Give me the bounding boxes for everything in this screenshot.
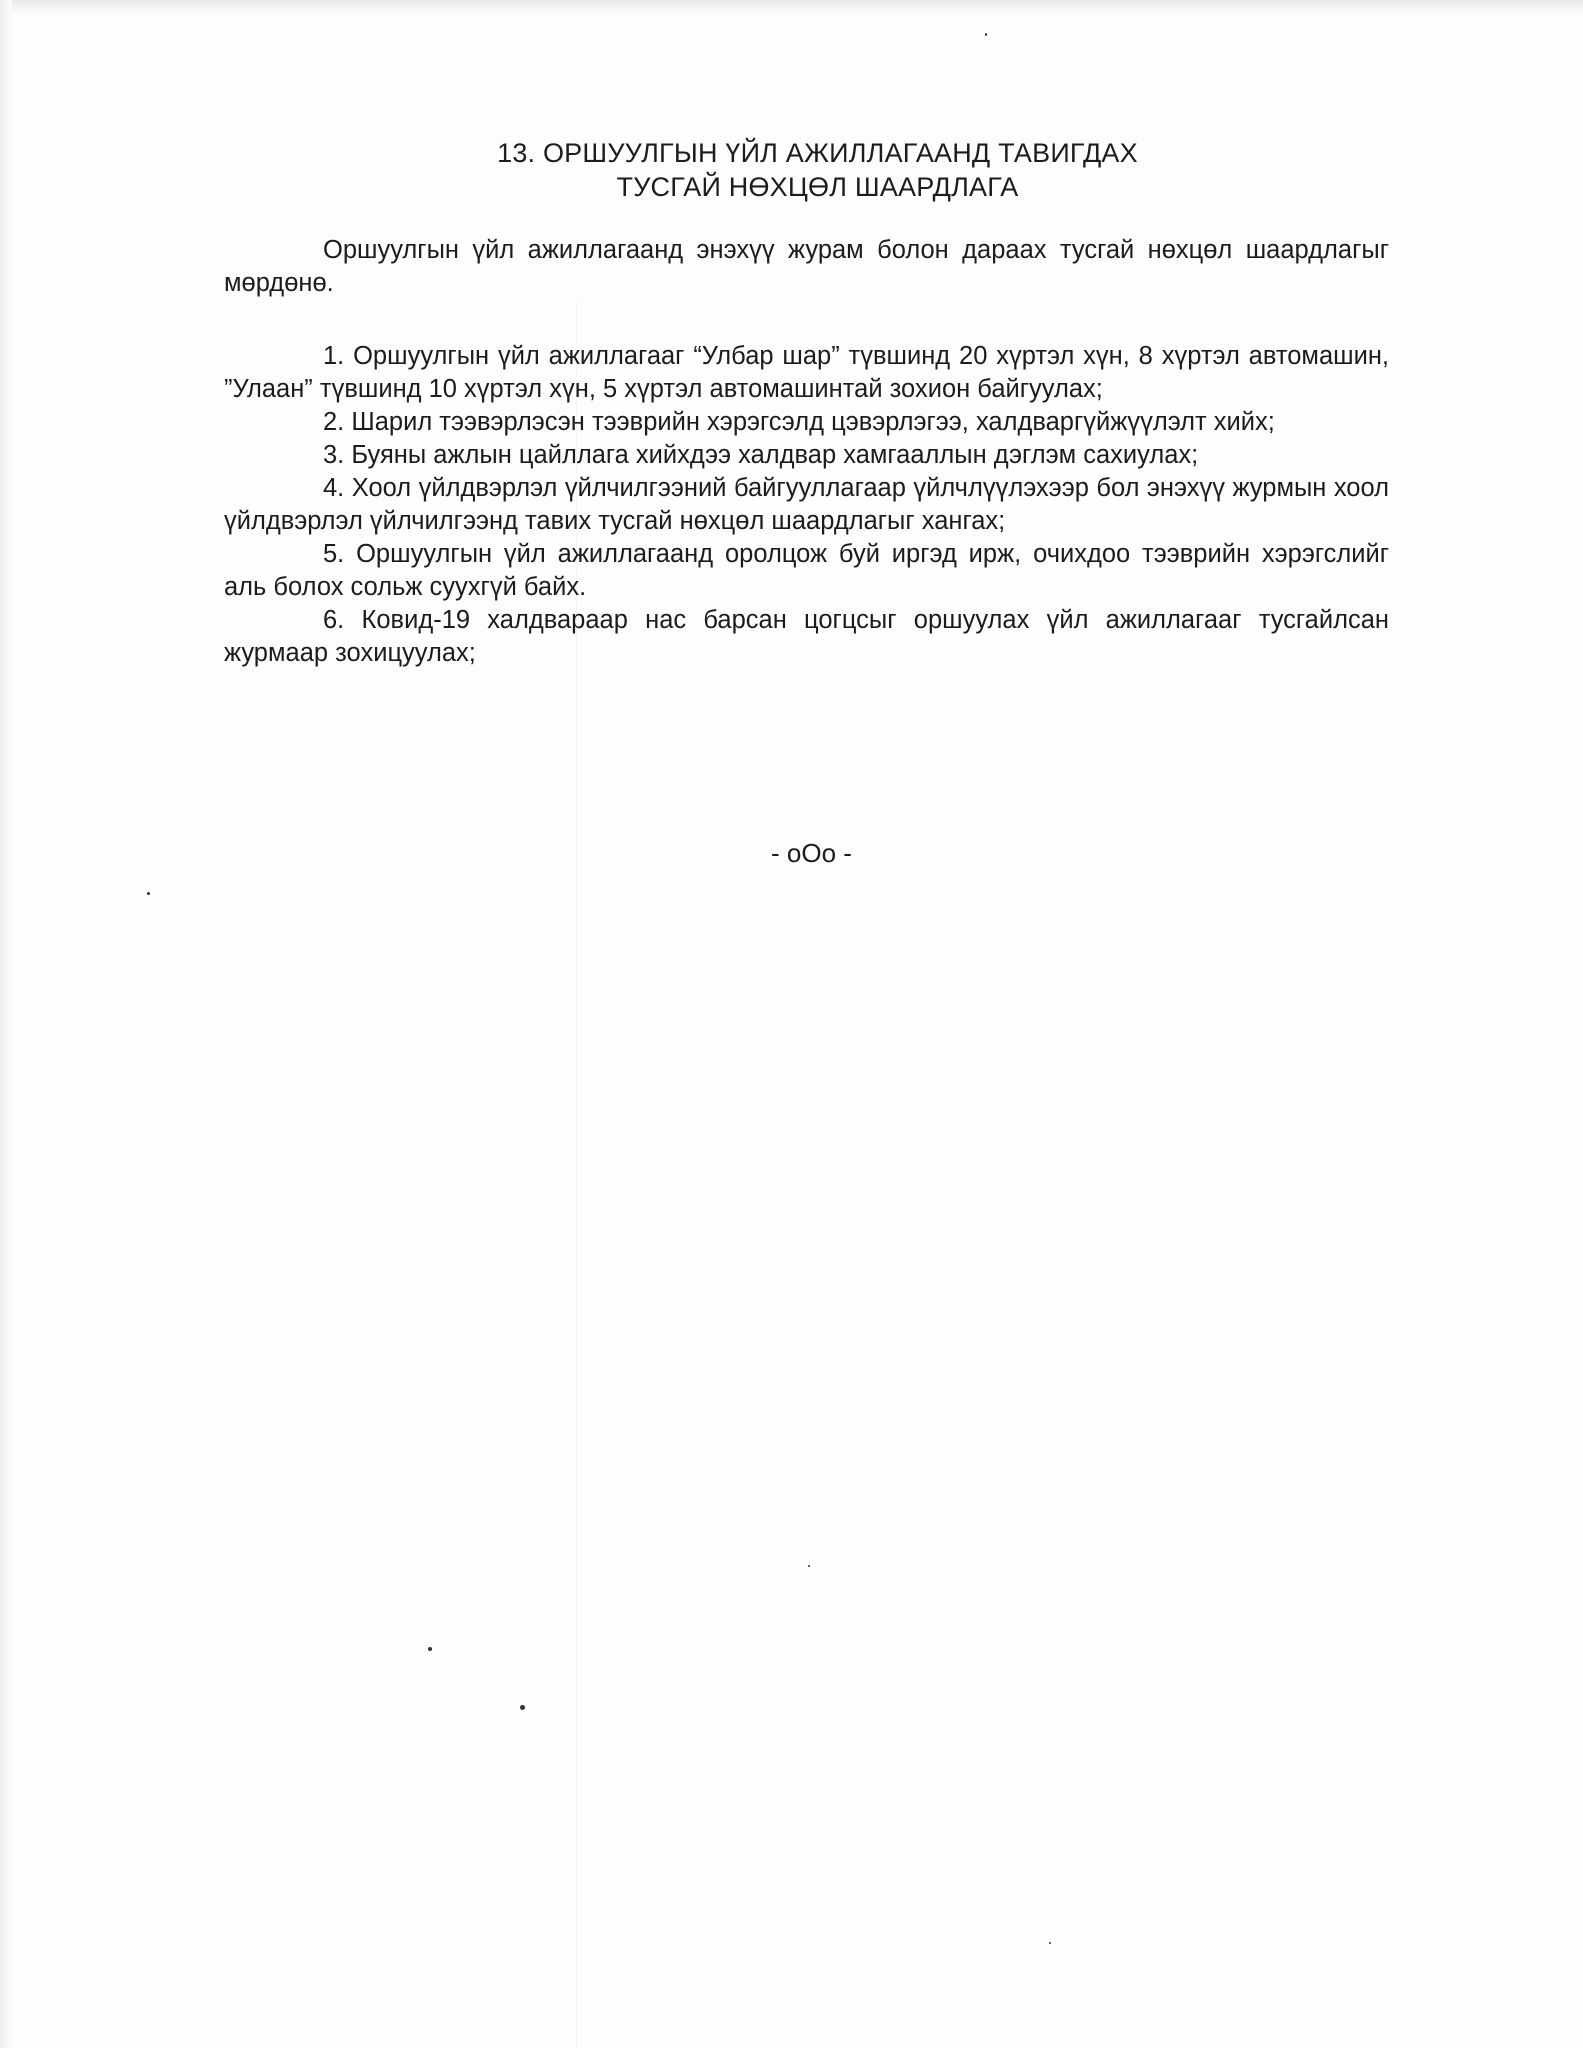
list-item: 4. Хоол үйлдвэрлэл үйлчилгээний байгууллагаар үйлчлүүлэхээр бол энэхүү журмын хоол үйлдвэрлэл үйлчилгээнд тавих тусгай нөхцөл шаардлагыг хангах; — [224, 474, 1389, 535]
requirements-list — [224, 340, 1389, 670]
closing-mark: - oOo - — [771, 838, 852, 868]
scan-shadow-left — [0, 0, 12, 2048]
intro-paragraph: Оршуулгын үйл ажиллагаанд энэхүү журам болон дараах тусгай нөхцөл шаардлагыг мөрдөнө. — [224, 236, 1389, 297]
list-item: 1. Оршуулгын үйл ажиллагааг “Улбар шар” түвшинд 20 хүртэл хүн, 8 хүртэл автомашин, ”Улаан” түвшинд 10 хүртэл хүн, 5 хүртэл автомашинтай зохион байгуулах; — [224, 342, 1389, 403]
list-item: 5. Оршуулгын үйл ажиллагаанд оролцож буй иргэд ирж, очихдоо тээврийн хэрэгслийг аль болох сольж суухгүй байх. — [224, 540, 1389, 601]
scan-speck — [520, 1705, 525, 1710]
section-title-line-2: ТУСГАЙ НӨХЦӨЛ ШААРДЛАГА — [616, 172, 1019, 202]
scan-speck — [985, 33, 987, 36]
list-item: 6. Ковид-19 халдвараар нас барсан цогцсыг оршуулах үйл ажиллагааг тусгайлсан журмаар зохицуулах; — [224, 606, 1389, 667]
section-title — [224, 136, 1389, 204]
document-body — [224, 136, 1389, 670]
scan-speck — [428, 1647, 432, 1651]
scan-speck — [808, 1565, 810, 1567]
section-title-line-1: 13. ОРШУУЛГЫН ҮЙЛ АЖИЛЛАГААНД ТАВИГДАХ — [497, 138, 1138, 168]
list-item: 2. Шарил тээвэрлэсэн тээврийн хэрэгсэлд цэвэрлэгээ, халдваргүйжүүлэлт хийх; — [323, 408, 1275, 436]
scan-speck — [1049, 1942, 1051, 1944]
list-item: 3. Буяны ажлын цайллага хийхдээ халдвар хамгааллын дэглэм сахиулах; — [323, 441, 1199, 469]
scan-speck — [147, 892, 150, 895]
scan-shadow-top — [0, 0, 1583, 14]
